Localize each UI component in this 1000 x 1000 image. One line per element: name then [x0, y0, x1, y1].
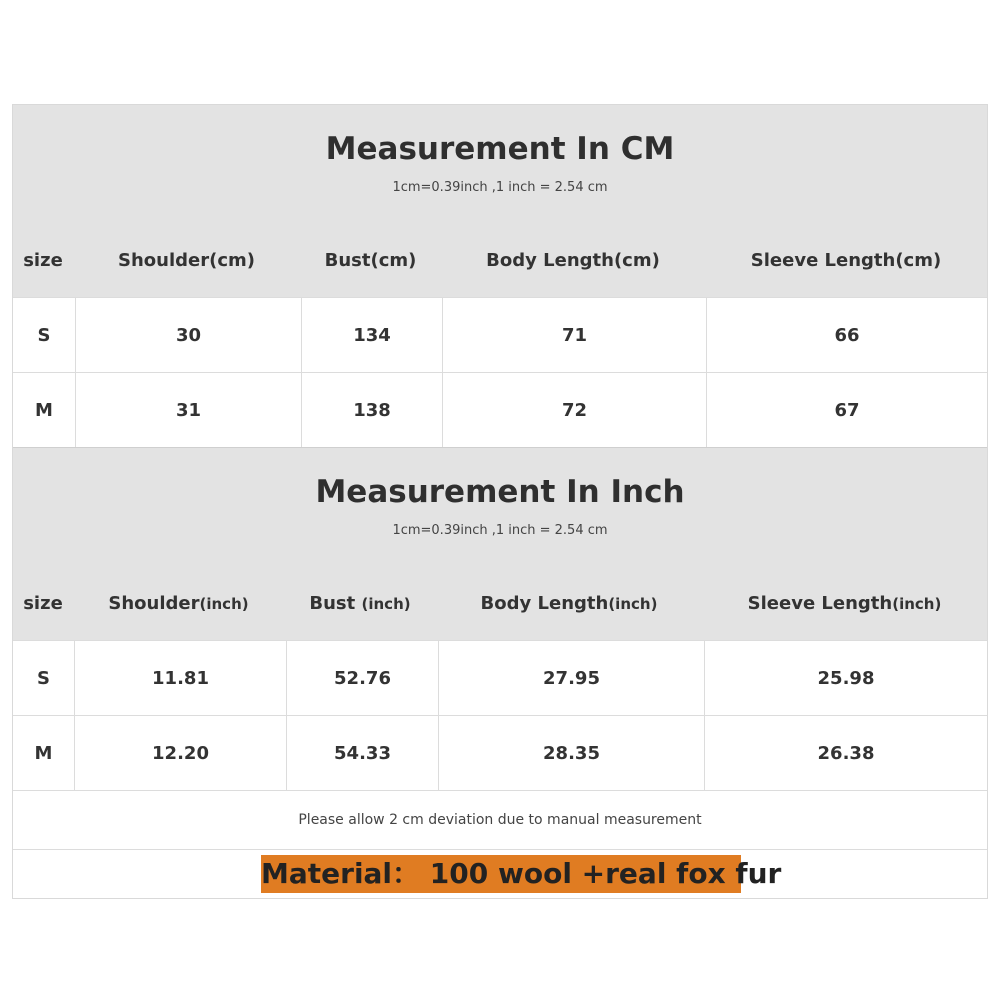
- inch-subtitle: 1cm=0.39inch ,1 inch = 2.54 cm: [392, 523, 608, 538]
- inch-shoulder-cell: 11.81: [74, 641, 286, 715]
- inch-header-body-length: [436, 593, 702, 614]
- cm-header-row: [13, 223, 987, 297]
- size-chart: [12, 104, 988, 899]
- table-row: [13, 297, 987, 372]
- cm-bust-cell: 134: [301, 298, 442, 372]
- cm-size-cell: S: [37, 324, 51, 346]
- cm-title: Measurement In CM: [325, 131, 675, 167]
- cm-title-block: [13, 105, 987, 223]
- inch-bust-cell: 54.33: [286, 716, 438, 790]
- inch-header-body-length-label: Body Length: [480, 592, 609, 614]
- table-row: [13, 640, 987, 715]
- inch-header-sleeve-length: [702, 593, 987, 614]
- material-label: Material： 100 wool +real fox fur: [261, 855, 741, 893]
- cm-shoulder-cell: 31: [75, 373, 301, 447]
- cm-size-cell: M: [35, 399, 53, 421]
- cm-bust-cell: 138: [301, 373, 442, 447]
- cm-header-shoulder: Shoulder(cm): [118, 249, 255, 271]
- table-row: [13, 372, 987, 447]
- inch-header-row: [13, 566, 987, 640]
- cm-sleeve-length-cell: 66: [706, 298, 987, 372]
- inch-shoulder-cell: 12.20: [74, 716, 286, 790]
- inch-sleeve-length-cell: 25.98: [704, 641, 987, 715]
- inch-sleeve-length-cell: 26.38: [704, 716, 987, 790]
- cm-header-body-length: Body Length(cm): [486, 249, 660, 271]
- inch-section-header: [13, 447, 987, 640]
- inch-body-length-cell: 27.95: [438, 641, 704, 715]
- cm-header-sleeve-length: Sleeve Length(cm): [750, 249, 942, 271]
- inch-header-size-label: size: [23, 592, 63, 614]
- inch-header-shoulder-label: Shoulder: [108, 592, 200, 614]
- material-row: [13, 849, 987, 898]
- inch-body-length-cell: 28.35: [438, 716, 704, 790]
- inch-header-bust-unit: (inch): [361, 594, 411, 613]
- inch-header-sleeve-length-label: Sleeve Length: [747, 592, 893, 614]
- cm-shoulder-cell: 30: [75, 298, 301, 372]
- cm-body-length-cell: 72: [442, 373, 706, 447]
- table-row: [13, 715, 987, 790]
- inch-header-bust-label: Bust: [309, 592, 362, 614]
- cm-section-header: [13, 105, 987, 297]
- inch-title: Measurement In Inch: [315, 474, 685, 510]
- inch-header-body-length-unit: (inch): [608, 594, 658, 613]
- measurement-note: Please allow 2 cm deviation due to manual measurement: [13, 790, 987, 849]
- inch-bust-cell: 52.76: [286, 641, 438, 715]
- inch-size-cell: M: [34, 742, 53, 764]
- inch-title-block: [13, 447, 987, 566]
- cm-header-bust: Bust(cm): [324, 249, 417, 271]
- cm-subtitle: 1cm=0.39inch ,1 inch = 2.54 cm: [392, 180, 608, 195]
- inch-header-size: [13, 593, 73, 614]
- inch-size-cell: S: [37, 667, 50, 689]
- cm-sleeve-length-cell: 67: [706, 373, 987, 447]
- inch-header-bust: [284, 593, 436, 614]
- cm-header-size: size: [23, 249, 63, 271]
- cm-body-length-cell: 71: [442, 298, 706, 372]
- inch-header-shoulder-unit: (inch): [199, 594, 249, 613]
- inch-header-sleeve-length-unit: (inch): [892, 594, 942, 613]
- inch-header-shoulder: [73, 593, 284, 614]
